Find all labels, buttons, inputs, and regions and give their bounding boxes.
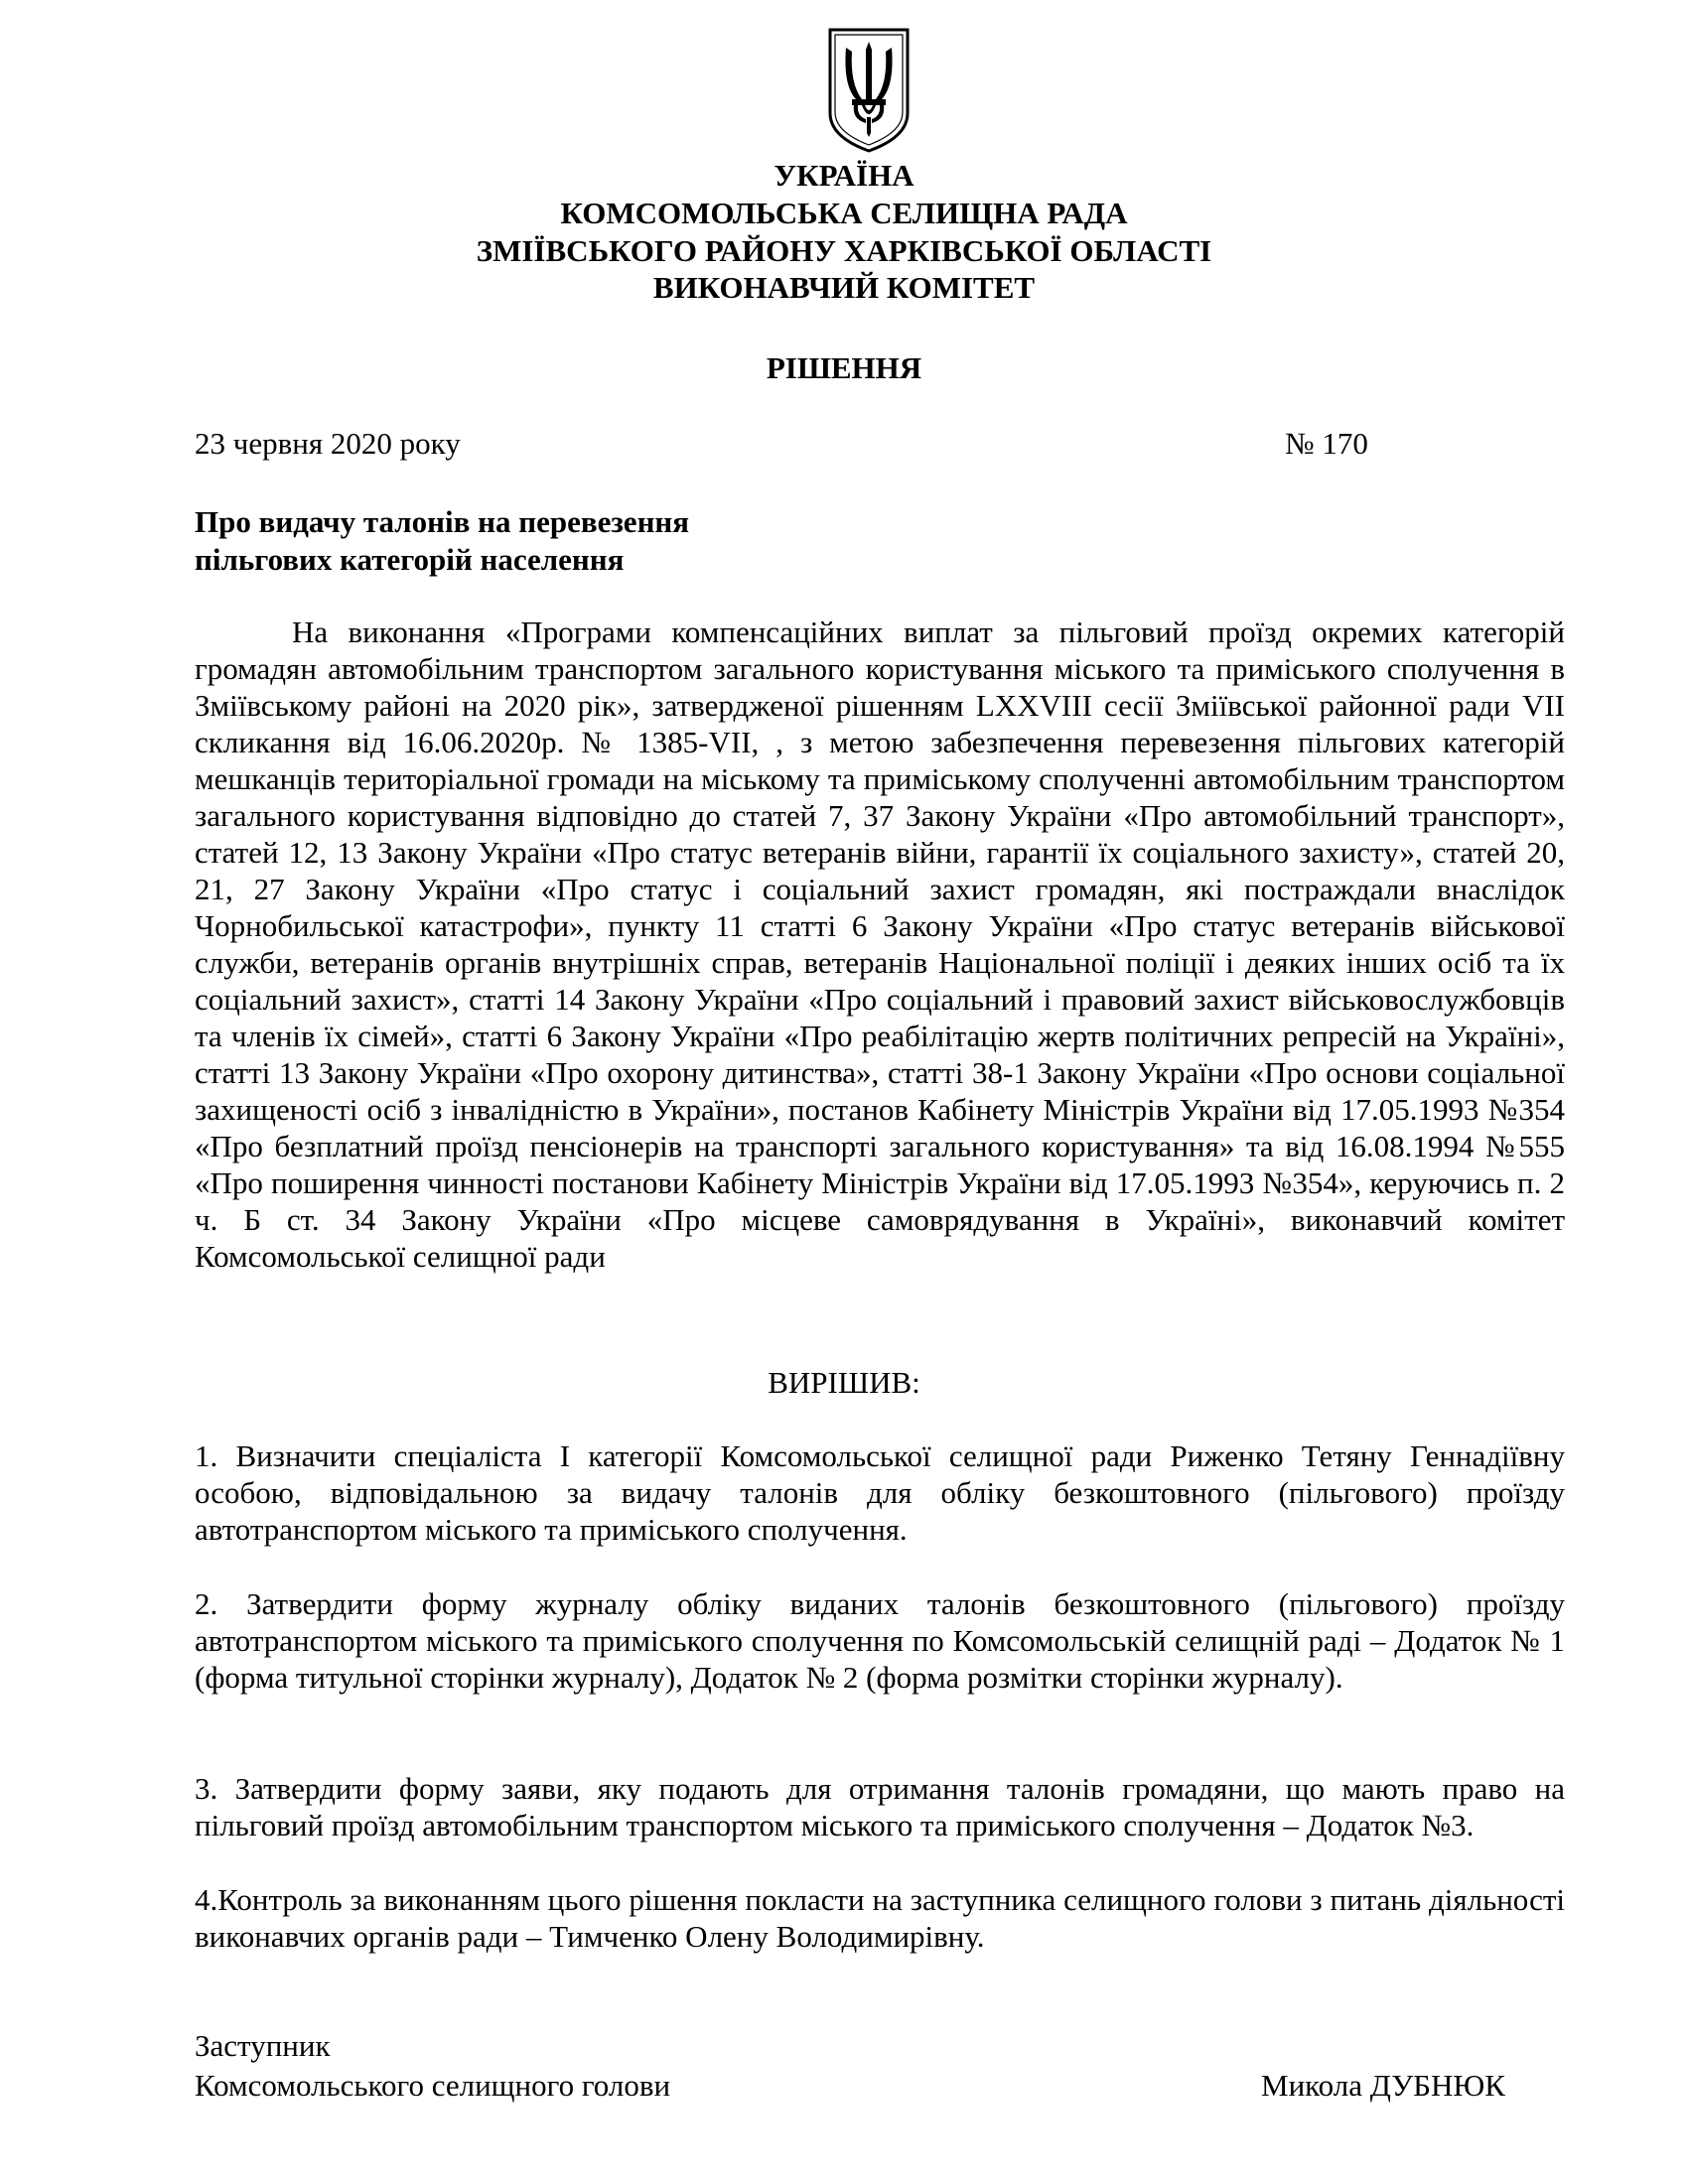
resolution-item-3: 3. Затвердити форму заяви, яку подають для отримання талонів громадяни, що мають право на пільговий проїзд автомобільним транспортом міського та приміського сполучення – Додаток №3.	[195, 1771, 1565, 1843]
header-district: ЗМІЇВСЬКОГО РАЙОНУ ХАРКІВСЬКОЇ ОБЛАСТІ	[476, 233, 1212, 268]
decision-number: № 170	[1285, 426, 1368, 461]
header-committee: ВИКОНАВЧИЙ КОМІТЕТ	[652, 270, 1036, 305]
signatory-position-line-1: Заступник	[195, 2028, 331, 2063]
trident-coat-of-arms-icon	[826, 26, 912, 155]
decision-subject	[195, 503, 890, 579]
subject-line-1: Про видачу талонів на перевезення	[195, 504, 690, 539]
decision-title: РІШЕННЯ	[766, 350, 922, 385]
decision-date: 23 червня 2020 року	[195, 426, 461, 461]
preamble-paragraph: На виконання «Програми компенсаційних виплат за пільговий проїзд окремих категорій громадян автомобільним транспортом загального користування міського та приміського сполучення в Зміївському районі на 2020 рік», затвердженої рішенням LXXVIII сесії Зміївської районної ради VII скликання від 16.06.2020р. № 1385-VII, , з метою забезпечення перевезення пільгових категорій мешканців територіальної громади на міському та приміському сполученні автомобільним транспортом загального користування відповідно до статей 7, 37 Закону України «Про автомобільний транспорт», статей 12, 13 Закону України «Про статус ветеранів війни, гарантії їх соціального захисту», статей 20, 21, 27 Закону України «Про статус і соціальний захист громадян, які постраждали внаслідок Чорнобильської катастрофи», пункту 11 статті 6 Закону України «Про статус ветеранів військової служби, ветеранів органів внутрішніх справ, ветеранів Національної поліції і деяких інших осіб та їх соціальний захист», статті 14 Закону України «Про соціальний і правовий захист військовослужбовців та членів їх сімей», статті 6 Закону України «Про реабілітацію жертв політичних репресій на Україні», статті 13 Закону України «Про охорону дитинства», статті 38-1 Закону України «Про основи соціальної захищеності осіб з інвалідністю в України», постанов Кабінету Міністрів України від 17.05.1993 №354 «Про безплатний проїзд пенсіонерів на транспорті загального користування» та від 16.08.1994 №555 «Про поширення чинності постанови Кабінету Міністрів України від 17.05.1993 №354», керуючись п. 2 ч. Б ст. 34 Закону України «Про місцеве самоврядування в Україні», виконавчий комітет Комсомольської селищної ради	[195, 614, 1565, 1274]
signatory-position-line-2: Комсомольського селищного голови	[195, 2068, 671, 2103]
resolution-item-1: 1. Визначити спеціаліста І категорії Комсомольської селищної ради Риженко Тетяну Геннадіївну особою, відповідальною за видачу талонів для обліку безкоштовного (пільгового) проїзду автотранспортом міського та приміського сполучення.	[195, 1438, 1565, 1547]
resolution-item-2: 2. Затвердити форму журналу обліку виданих талонів безкоштовного (пільгового) проїзду автотранспортом міського та приміського сполучення по Комсомольській селищній раді – Додаток № 1 (форма титульної сторінки журналу), Додаток № 2 (форма розмітки сторінки журналу).	[195, 1586, 1565, 1695]
header-country: УКРАЇНА	[774, 158, 914, 193]
header-council: КОМСОМОЛЬСЬКА СЕЛИЩНА РАДА	[560, 196, 1128, 230]
signatory-name: Микола ДУБНЮК	[1261, 2068, 1505, 2103]
resolved-heading: ВИРІШИВ:	[768, 1365, 920, 1400]
resolution-item-4: 4.Контроль за виконанням цього рішення покласти на заступника селищного голови з питань діяльності виконавчих органів ради – Тимченко Олену Володимирівну.	[195, 1882, 1565, 1954]
subject-line-2: пільгових категорій населення	[195, 542, 625, 577]
